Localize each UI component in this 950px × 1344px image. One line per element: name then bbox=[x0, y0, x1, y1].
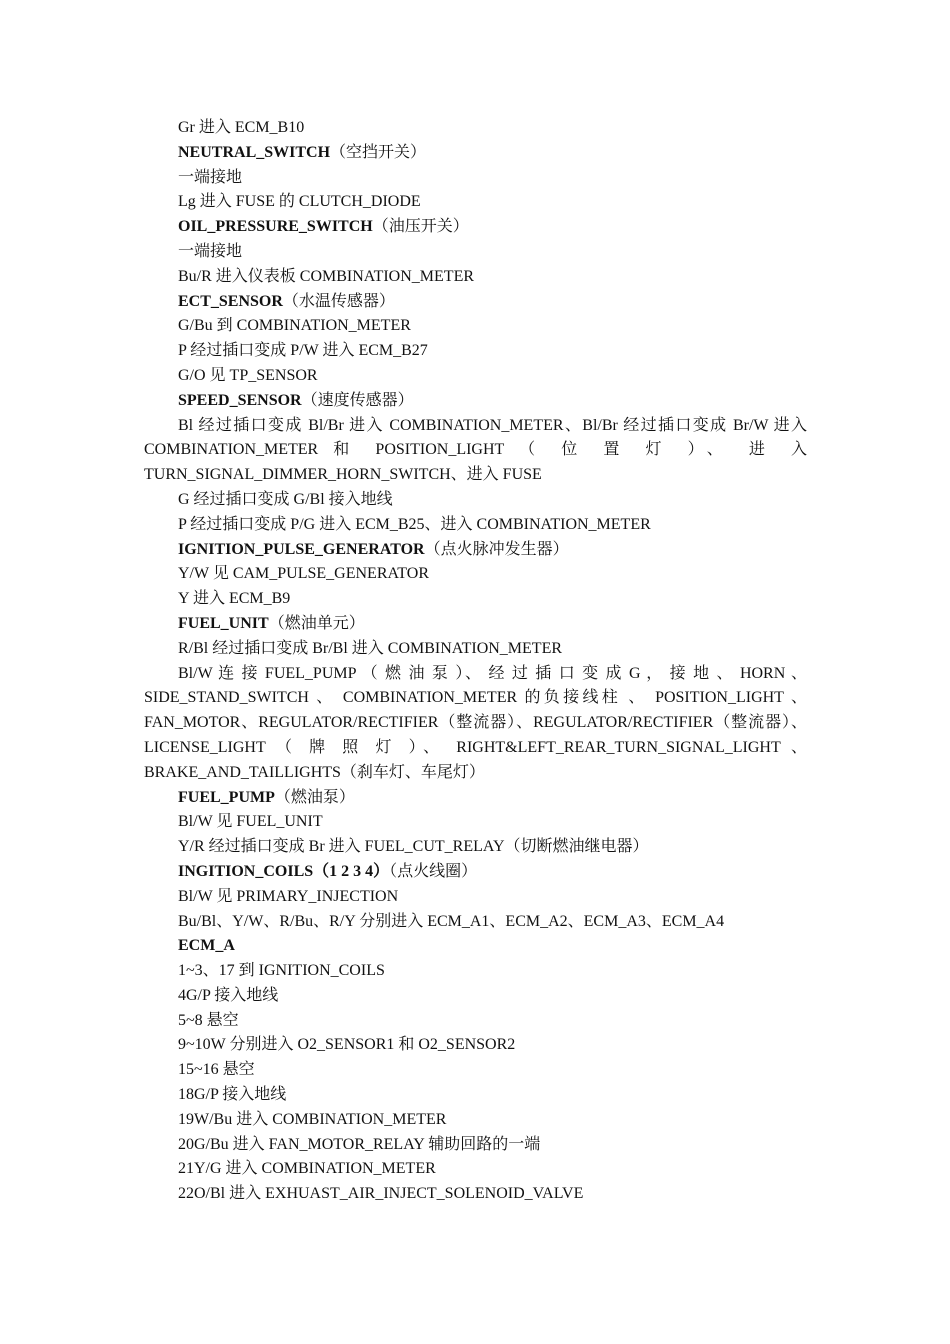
text-line: TURN_SIGNAL_DIMMER_HORN_SWITCH、进入 FUSE bbox=[144, 466, 542, 484]
text-line: BRAKE_AND_TAILLIGHTS（刹车灯、车尾灯） bbox=[144, 763, 485, 781]
section-heading: ECM_A bbox=[178, 937, 235, 955]
text-line: G/O 见 TP_SENSOR bbox=[178, 366, 318, 384]
text-line: 18G/P 接入地线 bbox=[178, 1086, 287, 1104]
text-line: Gr 进入 ECM_B10 bbox=[178, 119, 305, 136]
section-heading: NEUTRAL_SWITCH（空挡开关） bbox=[178, 143, 427, 161]
section-heading: ECT_SENSOR（水温传感器） bbox=[178, 292, 395, 310]
text-line: Bl/W 见 FUEL_UNIT bbox=[178, 813, 323, 831]
text-line: Y 进入 ECM_B9 bbox=[178, 590, 291, 608]
section-heading: FUEL_PUMP（燃油泵） bbox=[178, 788, 355, 806]
text-line: 9~10W 分别进入 O2_SENSOR1 和 O2_SENSOR2 bbox=[178, 1036, 516, 1054]
text-line: G/Bu 到 COMBINATION_METER bbox=[178, 317, 411, 335]
text-line: LICENSE_LIGHT （ 牌 照 灯 ）、 RIGHT&LEFT_REAR_TURN_SIGNAL_LIGHT 、 bbox=[144, 738, 807, 756]
text-line: 21Y/G 进入 COMBINATION_METER bbox=[178, 1160, 436, 1178]
text-line: P 经过插口变成 P/G 进入 ECM_B25、进入 COMBINATION_METER bbox=[178, 515, 651, 533]
section-heading: IGNITION_PULSE_GENERATOR（点火脉冲发生器） bbox=[178, 540, 569, 558]
text-line: R/Bl 经过插口变成 Br/Bl 进入 COMBINATION_METER bbox=[178, 639, 563, 657]
text-line: 15~16 悬空 bbox=[178, 1061, 255, 1079]
text-line: Bl/W 连 接 FUEL_PUMP （ 燃 油 泵 ）、 经 过 插 口 变 成 G ， 接 地 、 HORN 、 bbox=[178, 664, 807, 682]
text-line: Bl 经过插口变成 Bl/Br 进入 COMBINATION_METER、Bl/Br 经过插口变成 Br/W 进入 bbox=[178, 416, 807, 434]
text-line: 一端接地 bbox=[178, 168, 243, 186]
section-heading: FUEL_UNIT（燃油单元） bbox=[178, 614, 365, 632]
text-line: 22O/Bl 进入 EXHUAST_AIR_INJECT_SOLENOID_VALVE bbox=[178, 1185, 584, 1203]
text-line: 19W/Bu 进入 COMBINATION_METER bbox=[178, 1110, 447, 1128]
text-line: Y/R 经过插口变成 Br 进入 FUEL_CUT_RELAY（切断燃油继电器） bbox=[178, 838, 649, 856]
text-line: 1~3、17 到 IGNITION_COILS bbox=[178, 962, 385, 980]
section-heading: OIL_PRESSURE_SWITCH（油压开关） bbox=[178, 218, 469, 236]
section-heading: INGITION_COILS（1 2 3 4）（点火线圈） bbox=[178, 862, 478, 880]
text-line: 一端接地 bbox=[178, 242, 243, 260]
text-line: 20G/Bu 进入 FAN_MOTOR_RELAY 辅助回路的一端 bbox=[178, 1135, 541, 1153]
section-heading: SPEED_SENSOR（速度传感器） bbox=[178, 391, 414, 409]
text-line: Bu/Bl、Y/W、R/Bu、R/Y 分别进入 ECM_A1、ECM_A2、ECM_A3、ECM_A4 bbox=[178, 912, 725, 930]
text-line: G 经过插口变成 G/Bl 接入地线 bbox=[178, 490, 393, 508]
text-line: Lg 进入 FUSE 的 CLUTCH_DIODE bbox=[178, 193, 421, 211]
text-line: Bl/W 见 PRIMARY_INJECTION bbox=[178, 887, 399, 905]
text-line: Y/W 见 CAM_PULSE_GENERATOR bbox=[178, 565, 429, 583]
document-page bbox=[144, 116, 807, 1207]
text-line: 5~8 悬空 bbox=[178, 1011, 239, 1029]
text-line: FAN_MOTOR、REGULATOR/RECTIFIER（整流器）、REGULATOR/RECTIFIER（整流器）、 bbox=[144, 714, 807, 732]
text-line: P 经过插口变成 P/W 进入 ECM_B27 bbox=[178, 342, 428, 360]
text-line: SIDE_STAND_SWITCH 、 COMBINATION_METER 的负接线柱 、 POSITION_LIGHT 、 bbox=[144, 689, 807, 707]
text-line: Bu/R 进入仪表板 COMBINATION_METER bbox=[178, 267, 475, 285]
text-line: 4G/P 接入地线 bbox=[178, 986, 279, 1004]
text-line: COMBINATION_METER 和 POSITION_LIGHT （ 位 置 灯 ）、 进 入 bbox=[144, 441, 807, 459]
